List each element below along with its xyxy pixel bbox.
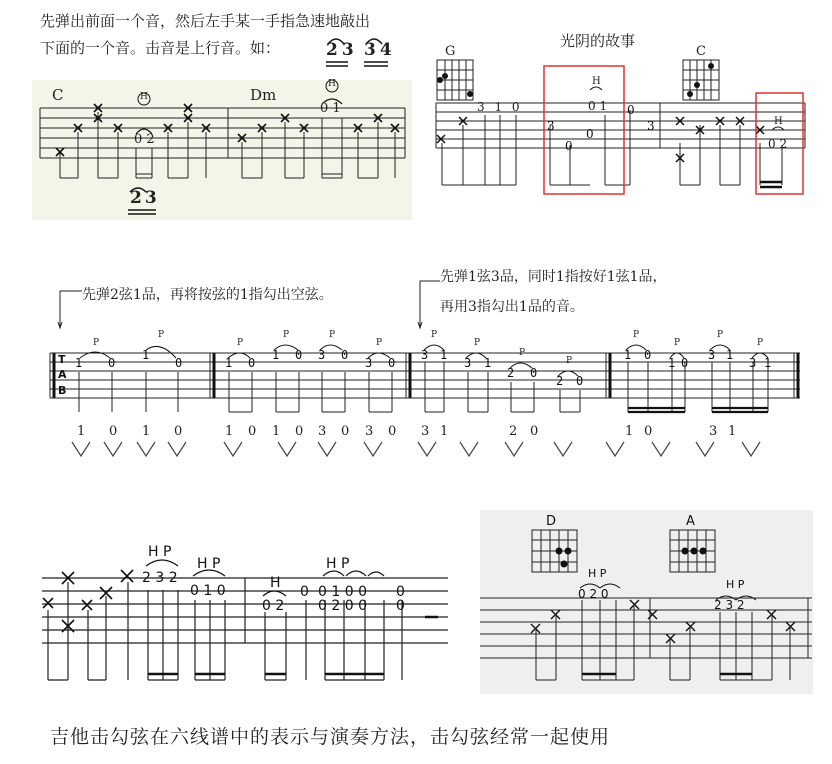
svg-text:0: 0 bbox=[388, 356, 396, 370]
frets-010-c: 0 1 0 bbox=[190, 583, 226, 599]
svg-text:3: 3 bbox=[749, 356, 757, 370]
pull-mark: P bbox=[519, 348, 526, 358]
fret-pair-02-b: 0 2 bbox=[768, 137, 788, 151]
song-title: 光阴的故事 bbox=[560, 32, 636, 50]
svg-text:0: 0 bbox=[576, 374, 584, 388]
hp-mark-d1: H P bbox=[588, 567, 607, 580]
finger-number: 3 bbox=[421, 424, 430, 439]
frets-0100-c: 0 1 0 0 bbox=[318, 584, 367, 600]
pull-off-note-right-2: 再用3指勾出1品的音。 bbox=[440, 299, 584, 315]
finger-number: 1 bbox=[142, 424, 151, 439]
fret-pair-01: 0 1 bbox=[320, 101, 341, 116]
frets-02-c: 0 2 bbox=[262, 598, 285, 614]
svg-text:1: 1 bbox=[225, 356, 233, 370]
svg-text:3: 3 bbox=[365, 356, 373, 370]
chord-label-a: A bbox=[686, 514, 695, 529]
intro-text-line-1: 先弹出前面一个音，然后左手某一手指急速地敲出 bbox=[40, 12, 371, 30]
hp-mark-c1: H P bbox=[148, 544, 172, 560]
frets-020-d: 0 2 0 bbox=[578, 587, 609, 601]
svg-text:3: 3 bbox=[464, 356, 472, 370]
pull-mark: P bbox=[674, 338, 681, 348]
fret-zero-c3: 0 bbox=[396, 598, 405, 614]
frets-310: 3 1 0 bbox=[477, 100, 523, 114]
svg-text:0: 0 bbox=[681, 356, 689, 370]
finger-number: 3 bbox=[709, 424, 718, 439]
pull-mark: P bbox=[431, 330, 438, 340]
finger-number: 0 bbox=[295, 424, 304, 439]
pull-mark: P bbox=[717, 330, 724, 340]
pull-mark: P bbox=[158, 330, 165, 340]
chord-label-c: C bbox=[52, 86, 64, 104]
finger-number: 0 bbox=[388, 424, 397, 439]
hp-mark-c3: H P bbox=[326, 556, 350, 572]
pull-mark: P bbox=[237, 338, 244, 348]
pull-off-note-left: 先弹2弦1品，再将按弦的1指勾出空弦。 bbox=[82, 287, 333, 303]
chord-label-d: D bbox=[546, 514, 557, 529]
hp-mark-d2: H P bbox=[726, 578, 745, 591]
svg-text:0: 0 bbox=[341, 348, 349, 362]
svg-text:1: 1 bbox=[624, 348, 632, 362]
svg-text:1: 1 bbox=[142, 348, 150, 362]
svg-text:3: 3 bbox=[647, 119, 655, 133]
svg-text:0: 0 bbox=[627, 103, 635, 117]
finger-number: 0 bbox=[644, 424, 653, 439]
frets-232-d: 2 3 2 bbox=[714, 598, 745, 612]
svg-text:1: 1 bbox=[484, 356, 492, 370]
tab-letter-b: B bbox=[58, 384, 67, 397]
fret-pair-02: 0 2 bbox=[134, 132, 155, 147]
frets-232-c: 2 3 2 bbox=[142, 570, 178, 586]
svg-text:3: 3 bbox=[318, 348, 326, 362]
pull-mark: P bbox=[474, 338, 481, 348]
tab-letter-a: A bbox=[58, 368, 67, 381]
example-hammer-34: 34 bbox=[364, 40, 396, 60]
frets-0200-c: 0 2 0 0 bbox=[318, 598, 367, 614]
svg-text:3: 3 bbox=[708, 348, 716, 362]
finger-number: 3 bbox=[318, 424, 327, 439]
finger-number: 1 bbox=[728, 424, 737, 439]
pull-mark: P bbox=[329, 330, 336, 340]
svg-text:0: 0 bbox=[295, 348, 303, 362]
svg-text:1: 1 bbox=[726, 348, 734, 362]
svg-text:0: 0 bbox=[175, 356, 183, 370]
pull-mark: P bbox=[566, 356, 573, 366]
finger-number: 1 bbox=[272, 424, 281, 439]
pull-mark: P bbox=[633, 330, 640, 340]
fret-zero-c2: 0 bbox=[396, 584, 405, 600]
svg-text:0: 0 bbox=[108, 356, 116, 370]
pull-mark: P bbox=[376, 338, 383, 348]
svg-text:2: 2 bbox=[507, 366, 515, 380]
svg-text:2: 2 bbox=[556, 374, 564, 388]
svg-text:0: 0 bbox=[530, 366, 538, 380]
chord-label-dm: Dm bbox=[250, 86, 277, 104]
pull-mark: P bbox=[757, 338, 764, 348]
chord-label-g: G bbox=[445, 44, 456, 59]
intro-text-line-2: 下面的一个音。击音是上行音。如： bbox=[40, 39, 281, 57]
finger-number: 0 bbox=[341, 424, 350, 439]
frets-01: 0 1 bbox=[588, 99, 608, 113]
finger-number: 1 bbox=[440, 424, 449, 439]
example-hammer-23: 23 bbox=[326, 40, 358, 60]
svg-text:1: 1 bbox=[440, 348, 448, 362]
svg-text:1: 1 bbox=[272, 348, 280, 362]
fret-zero-c: 0 bbox=[300, 584, 309, 600]
svg-text:3: 3 bbox=[421, 348, 429, 362]
hammer-mark-2: H bbox=[328, 79, 336, 89]
svg-text:3: 3 bbox=[547, 119, 555, 133]
finger-number: 0 bbox=[248, 424, 257, 439]
finger-number: 1 bbox=[77, 424, 86, 439]
finger-number: 1 bbox=[625, 424, 634, 439]
svg-text:1: 1 bbox=[668, 356, 676, 370]
pull-mark: P bbox=[93, 338, 100, 348]
hp-mark-c2: H P bbox=[197, 556, 221, 572]
svg-text:1: 1 bbox=[75, 356, 83, 370]
hammer-mark-3: H bbox=[592, 76, 601, 87]
finger-number: 0 bbox=[174, 424, 183, 439]
svg-text:0: 0 bbox=[565, 139, 573, 153]
finger-number: 3 bbox=[365, 424, 374, 439]
h-mark-c: H bbox=[270, 575, 281, 591]
finger-number: 1 bbox=[225, 424, 234, 439]
finger-number: 2 bbox=[509, 424, 518, 439]
finger-number: 0 bbox=[109, 424, 118, 439]
bottom-hammer-23: 23 bbox=[130, 188, 160, 208]
hammer-mark-1: H bbox=[140, 92, 148, 102]
chord-label-c-b: C bbox=[696, 44, 706, 59]
hammer-mark-4: H bbox=[774, 116, 783, 127]
pull-mark: P bbox=[283, 330, 290, 340]
svg-text:0: 0 bbox=[248, 356, 256, 370]
pull-off-note-right-1: 先弹1弦3品，同时1指按好1弦1品， bbox=[440, 269, 667, 285]
tab-letter-t: T bbox=[58, 353, 66, 366]
caption: 吉他击勾弦在六线谱中的表示与演奏方法，击勾弦经常一起使用 bbox=[50, 726, 611, 748]
svg-text:1: 1 bbox=[764, 356, 772, 370]
svg-text:0: 0 bbox=[586, 127, 594, 141]
finger-number: 0 bbox=[530, 424, 539, 439]
svg-text:0: 0 bbox=[644, 348, 652, 362]
